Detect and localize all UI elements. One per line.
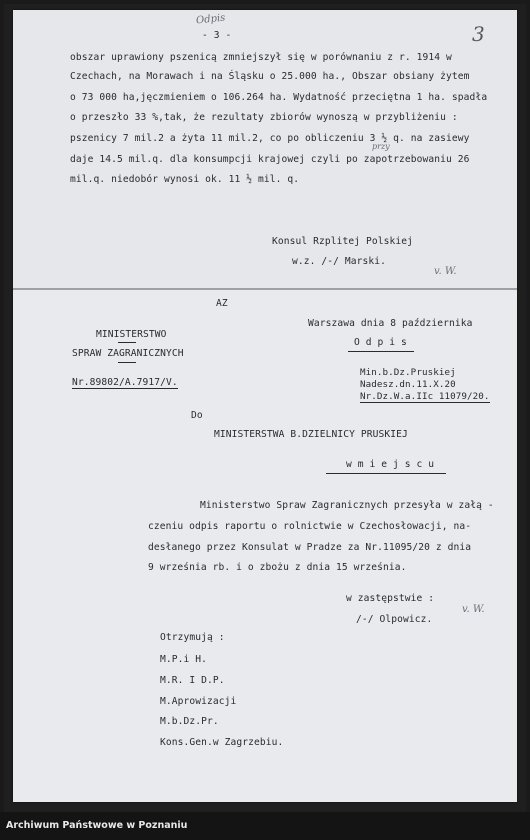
deputy-label: w zastępstwie : <box>346 593 435 604</box>
recipient-item: Kons.Gen.w Zagrzebiu. <box>160 737 284 748</box>
archive-name: Archiwum Państwowe w Poznaniu <box>6 820 188 831</box>
handwritten-odpis: Odpis <box>195 12 226 27</box>
letter-body-line: czeniu odpis raportu o rolnictwie w Czechosłowacji, na- <box>148 521 472 532</box>
ministry-line-2: SPRAW ZAGRANICZNYCH <box>72 348 184 359</box>
recipient-ministry: MINISTERSTWA B.DZIELNICY PRUSKIEJ <box>214 429 408 440</box>
receipt-line-3: Nr.Dz.W.a.IIc 11079/20. <box>360 391 490 402</box>
in-place-underline <box>326 473 446 474</box>
report-line: o przeszło 33 %,tak, że rezultaty zbiorów wynoszą w przybliżeniu : <box>70 112 458 123</box>
page-marker: - 3 - <box>202 30 232 41</box>
report-line: daje 14.5 mil.q. dla konsumpcji krajowej czyli po zapotrzebowaniu 26 <box>70 154 470 165</box>
ministry-line-1: MINISTERSTWO <box>96 329 167 340</box>
report-line: pszenicy 7 mil.2 a żyta 11 mil.2, co po obliczeniu 3 ½ q. na zasiewy <box>70 133 470 144</box>
odpis-underline <box>348 351 414 352</box>
consul-signature: w.z. /-/ Marski. <box>292 256 387 267</box>
sheet-divider <box>13 288 517 290</box>
in-place: w m i e j s c u <box>346 459 435 470</box>
ministry-divider <box>118 342 136 343</box>
recipients-label: Otrzymują : <box>160 632 225 643</box>
place-date: Warszawa dnia 8 października <box>308 318 473 329</box>
page-number: 3 <box>472 22 485 46</box>
deputy-signature: /-/ Olpowicz. <box>356 614 433 625</box>
letter-header-az: AZ <box>216 298 228 309</box>
recipient-item: M.Aprowizacji <box>160 696 237 707</box>
report-line: mil.q. niedobór wynosi ok. 11 ½ mil. q. <box>70 174 300 185</box>
receipt-line-1: Min.b.Dz.Pruskiej <box>360 367 456 378</box>
ministry-divider <box>118 362 136 363</box>
report-line: obszar uprawiony pszenicą zmniejszył się w porównaniu z r. 1914 w <box>70 52 452 63</box>
recipient-item: M.P.i H. <box>160 654 208 665</box>
handwritten-insert: przy <box>372 142 390 151</box>
recipient-item: M.b.Dz.Pr. <box>160 716 219 727</box>
letter-body-line: 9 września rb. i o zbożu z dnia 15 września. <box>148 562 407 573</box>
letter-body-line: desłanego przez Konsulat w Pradze za Nr.11095/20 z dnia <box>148 542 472 553</box>
consul-title: Konsul Rzplitej Polskiej <box>272 236 414 247</box>
to-label: Do <box>191 410 203 421</box>
odpis-label: O d p i s <box>354 337 407 348</box>
reference-number: Nr.89802/A.7917/V. <box>72 377 178 388</box>
deputy-initials: v. W. <box>462 604 485 615</box>
recipient-item: M.R. I D.P. <box>160 675 225 686</box>
letter-body-line: Ministerstwo Spraw Zagranicznych przesyła w załą - <box>200 500 494 511</box>
report-line: Czechach, na Morawach i na Śląsku o 25.000 ha., Obszar obsiany żytem <box>70 71 470 82</box>
receipt-line-2: Nadesz.dn.11.X.20 <box>360 379 456 390</box>
consul-initials: v. W. <box>434 266 457 277</box>
report-line: o 73 000 ha,jęczmieniem o 106.264 ha. Wydatność przeciętna 1 ha. spadła <box>70 92 488 103</box>
